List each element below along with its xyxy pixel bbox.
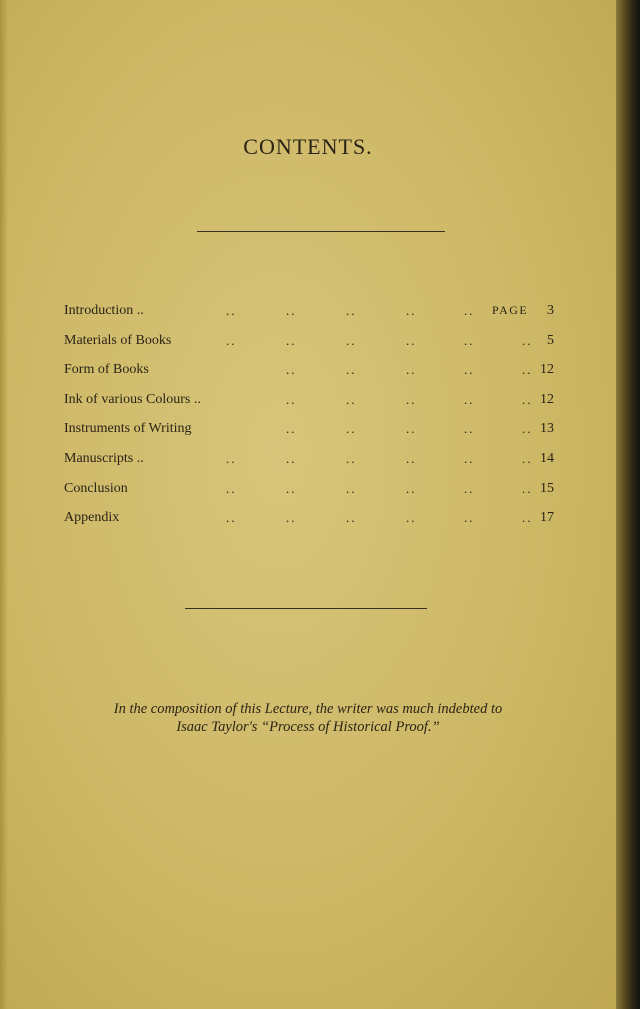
dot-leader: .. xyxy=(522,391,533,407)
toc-entry-label: Materials of Books xyxy=(64,332,172,348)
toc-entry xyxy=(64,503,558,533)
dot-leader: .. xyxy=(464,510,475,526)
dot-leader: .. xyxy=(464,421,475,437)
toc-entry xyxy=(64,326,558,356)
dot-leader: .. xyxy=(346,450,357,466)
dot-leader: .. xyxy=(346,362,357,378)
footnote xyxy=(0,700,616,736)
dot-leader: .. xyxy=(226,510,237,526)
dot-leader: .. xyxy=(406,450,417,466)
dot-leader: .. xyxy=(286,332,297,348)
toc-entry xyxy=(64,444,558,474)
dot-leader: .. xyxy=(522,450,533,466)
dot-leader: .. xyxy=(406,421,417,437)
dot-leader: .. xyxy=(406,362,417,378)
dot-leader: .. xyxy=(464,480,475,496)
toc-entry xyxy=(64,474,558,504)
toc-entry-page: 12 xyxy=(540,362,554,378)
dot-leader: .. xyxy=(286,391,297,407)
toc-entry-page: 13 xyxy=(540,421,554,437)
toc-entry-page: 14 xyxy=(540,450,554,466)
dot-leader: .. xyxy=(346,303,357,318)
top-divider xyxy=(197,231,445,232)
dot-leader: .. xyxy=(464,450,475,466)
toc-entry-page: 5 xyxy=(547,332,554,348)
dot-leader: .. xyxy=(226,303,237,318)
dot-leader: .. xyxy=(522,480,533,496)
toc-entry-label: Conclusion xyxy=(64,480,128,496)
dot-leader: .. xyxy=(406,510,417,526)
dot-leader: .. xyxy=(464,332,475,348)
dot-leader: .. xyxy=(406,332,417,348)
dot-leader: .. xyxy=(346,510,357,526)
dot-leader: .. xyxy=(464,362,475,378)
dot-leader: .. xyxy=(346,391,357,407)
dot-leader: .. xyxy=(522,332,533,348)
bottom-divider xyxy=(185,608,427,609)
toc-entry-label: Manuscripts .. xyxy=(64,450,144,466)
book-spine-shadow xyxy=(616,0,640,1009)
toc-entry-label: Form of Books xyxy=(64,362,149,378)
dot-leader: .. xyxy=(522,510,533,526)
dot-leader: .. xyxy=(346,480,357,496)
dot-leader: .. xyxy=(522,362,533,378)
dot-leader: .. xyxy=(286,480,297,496)
footnote-line: Isaac Taylor's “Process of Historical Proof.” xyxy=(176,719,440,735)
toc-entry-label: Appendix xyxy=(64,510,120,526)
footnote-line: In the composition of this Lecture, the writer was much indebted to xyxy=(113,701,503,717)
toc-entry-page: 17 xyxy=(540,510,554,526)
toc-entry xyxy=(64,355,558,385)
toc-entry-label: Instruments of Writing xyxy=(64,421,192,437)
toc-entry-label: Introduction .. xyxy=(64,303,144,318)
toc-entry xyxy=(64,296,558,326)
dot-leader: .. xyxy=(406,391,417,407)
toc-entry xyxy=(64,385,558,415)
toc-entry xyxy=(64,414,558,444)
dot-leader: .. xyxy=(286,303,297,318)
dot-leader: .. xyxy=(226,480,237,496)
toc-entry-label: Ink of various Colours .. xyxy=(64,391,201,407)
dot-leader: .. xyxy=(406,480,417,496)
dot-leader: .. xyxy=(464,303,475,318)
dot-leader: .. xyxy=(346,421,357,437)
dot-leader: .. xyxy=(464,391,475,407)
table-of-contents xyxy=(64,296,558,533)
toc-entry-page: 15 xyxy=(540,480,554,496)
contents-title: CONTENTS. xyxy=(243,134,373,159)
dot-leader: .. xyxy=(346,332,357,348)
dot-leader: .. xyxy=(286,421,297,437)
dot-leader: .. xyxy=(226,450,237,466)
toc-entry-page: 3 xyxy=(547,303,554,318)
dot-leader: .. xyxy=(522,421,533,437)
page-column-label: PAGE xyxy=(492,303,529,317)
dot-leader: .. xyxy=(286,510,297,526)
dot-leader: .. xyxy=(226,332,237,348)
dot-leader: .. xyxy=(406,303,417,318)
toc-entry-page: 12 xyxy=(540,391,554,407)
dot-leader: .. xyxy=(286,362,297,378)
dot-leader: .. xyxy=(286,450,297,466)
